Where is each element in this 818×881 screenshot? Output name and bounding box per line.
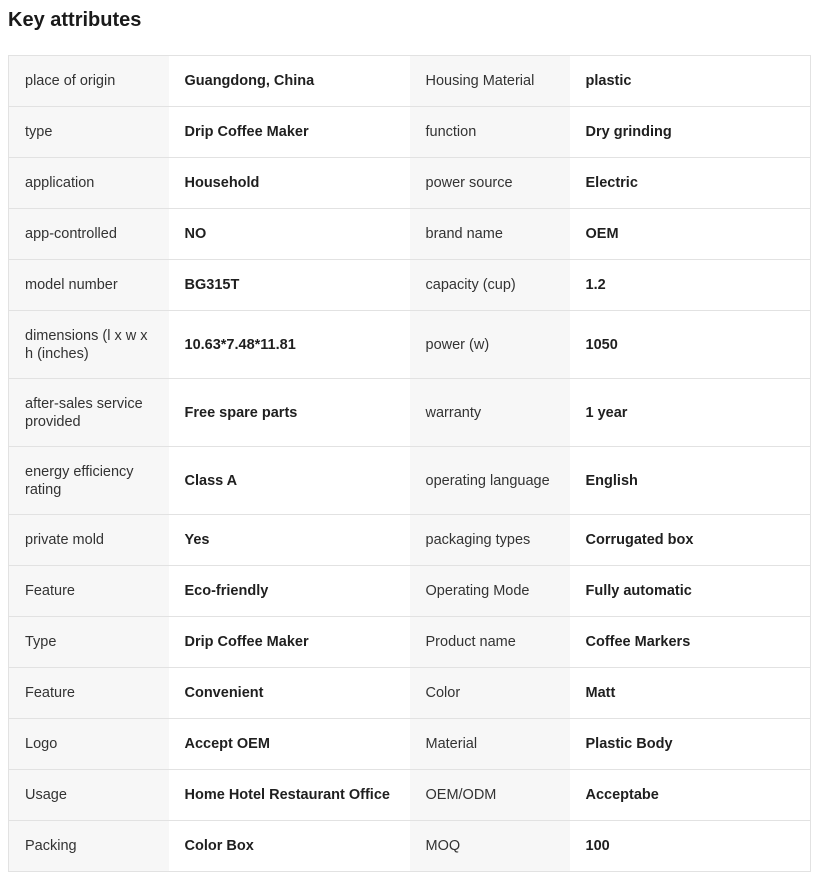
attribute-value: Corrugated box [570,515,811,566]
attribute-value: 10.63*7.48*11.81 [169,311,410,379]
attribute-value: 1.2 [570,260,811,311]
attribute-label: Color [410,668,570,719]
attribute-value: Coffee Markers [570,617,811,668]
table-row [9,770,811,821]
attribute-value: Drip Coffee Maker [169,107,410,158]
key-attributes-table [8,55,811,872]
attribute-label: Logo [9,719,169,770]
attribute-value: Color Box [169,821,410,872]
attribute-label: energy efficiency rating [9,447,169,515]
attribute-value: English [570,447,811,515]
attribute-value: Home Hotel Restaurant Office [169,770,410,821]
table-row [9,209,811,260]
attribute-value: Fully automatic [570,566,811,617]
attribute-label: application [9,158,169,209]
attribute-label: Housing Material [410,56,570,107]
attribute-value: 100 [570,821,811,872]
table-row [9,515,811,566]
table-row [9,447,811,515]
table-row [9,107,811,158]
table-row [9,719,811,770]
attribute-label: warranty [410,379,570,447]
attribute-value: Plastic Body [570,719,811,770]
attribute-label: Feature [9,566,169,617]
attribute-label: Feature [9,668,169,719]
attribute-label: Operating Mode [410,566,570,617]
table-row [9,821,811,872]
attribute-label: power (w) [410,311,570,379]
attribute-label: Product name [410,617,570,668]
attribute-value: plastic [570,56,811,107]
attribute-label: after-sales service provided [9,379,169,447]
attribute-label: app-controlled [9,209,169,260]
attribute-label: brand name [410,209,570,260]
attribute-label: type [9,107,169,158]
table-row [9,260,811,311]
attribute-value: 1050 [570,311,811,379]
attribute-label: packaging types [410,515,570,566]
section-title: Key attributes [8,9,142,31]
attribute-value: Household [169,158,410,209]
table-row [9,158,811,209]
table-row [9,311,811,379]
attribute-label: power source [410,158,570,209]
attribute-label: Usage [9,770,169,821]
attribute-value: Yes [169,515,410,566]
attribute-value: Acceptabe [570,770,811,821]
table-row [9,379,811,447]
attribute-label: Type [9,617,169,668]
attribute-value: Matt [570,668,811,719]
attribute-label: Packing [9,821,169,872]
attribute-value: Drip Coffee Maker [169,617,410,668]
attribute-value: Electric [570,158,811,209]
attribute-value: Eco-friendly [169,566,410,617]
attribute-value: 1 year [570,379,811,447]
attribute-label: place of origin [9,56,169,107]
attribute-value: Dry grinding [570,107,811,158]
attribute-label: model number [9,260,169,311]
attribute-value: Accept OEM [169,719,410,770]
attribute-label: OEM/ODM [410,770,570,821]
attribute-value: Guangdong, China [169,56,410,107]
attribute-value: Convenient [169,668,410,719]
attribute-value: OEM [570,209,811,260]
attribute-label: MOQ [410,821,570,872]
attribute-value: BG315T [169,260,410,311]
attribute-value: Class A [169,447,410,515]
table-row [9,56,811,107]
table-row [9,668,811,719]
attribute-label: capacity (cup) [410,260,570,311]
attribute-label: function [410,107,570,158]
table-row [9,617,811,668]
attribute-label: private mold [9,515,169,566]
attribute-label: dimensions (l x w x h (inches) [9,311,169,379]
attribute-value: NO [169,209,410,260]
attribute-value: Free spare parts [169,379,410,447]
table-row [9,566,811,617]
attribute-label: operating language [410,447,570,515]
attribute-label: Material [410,719,570,770]
